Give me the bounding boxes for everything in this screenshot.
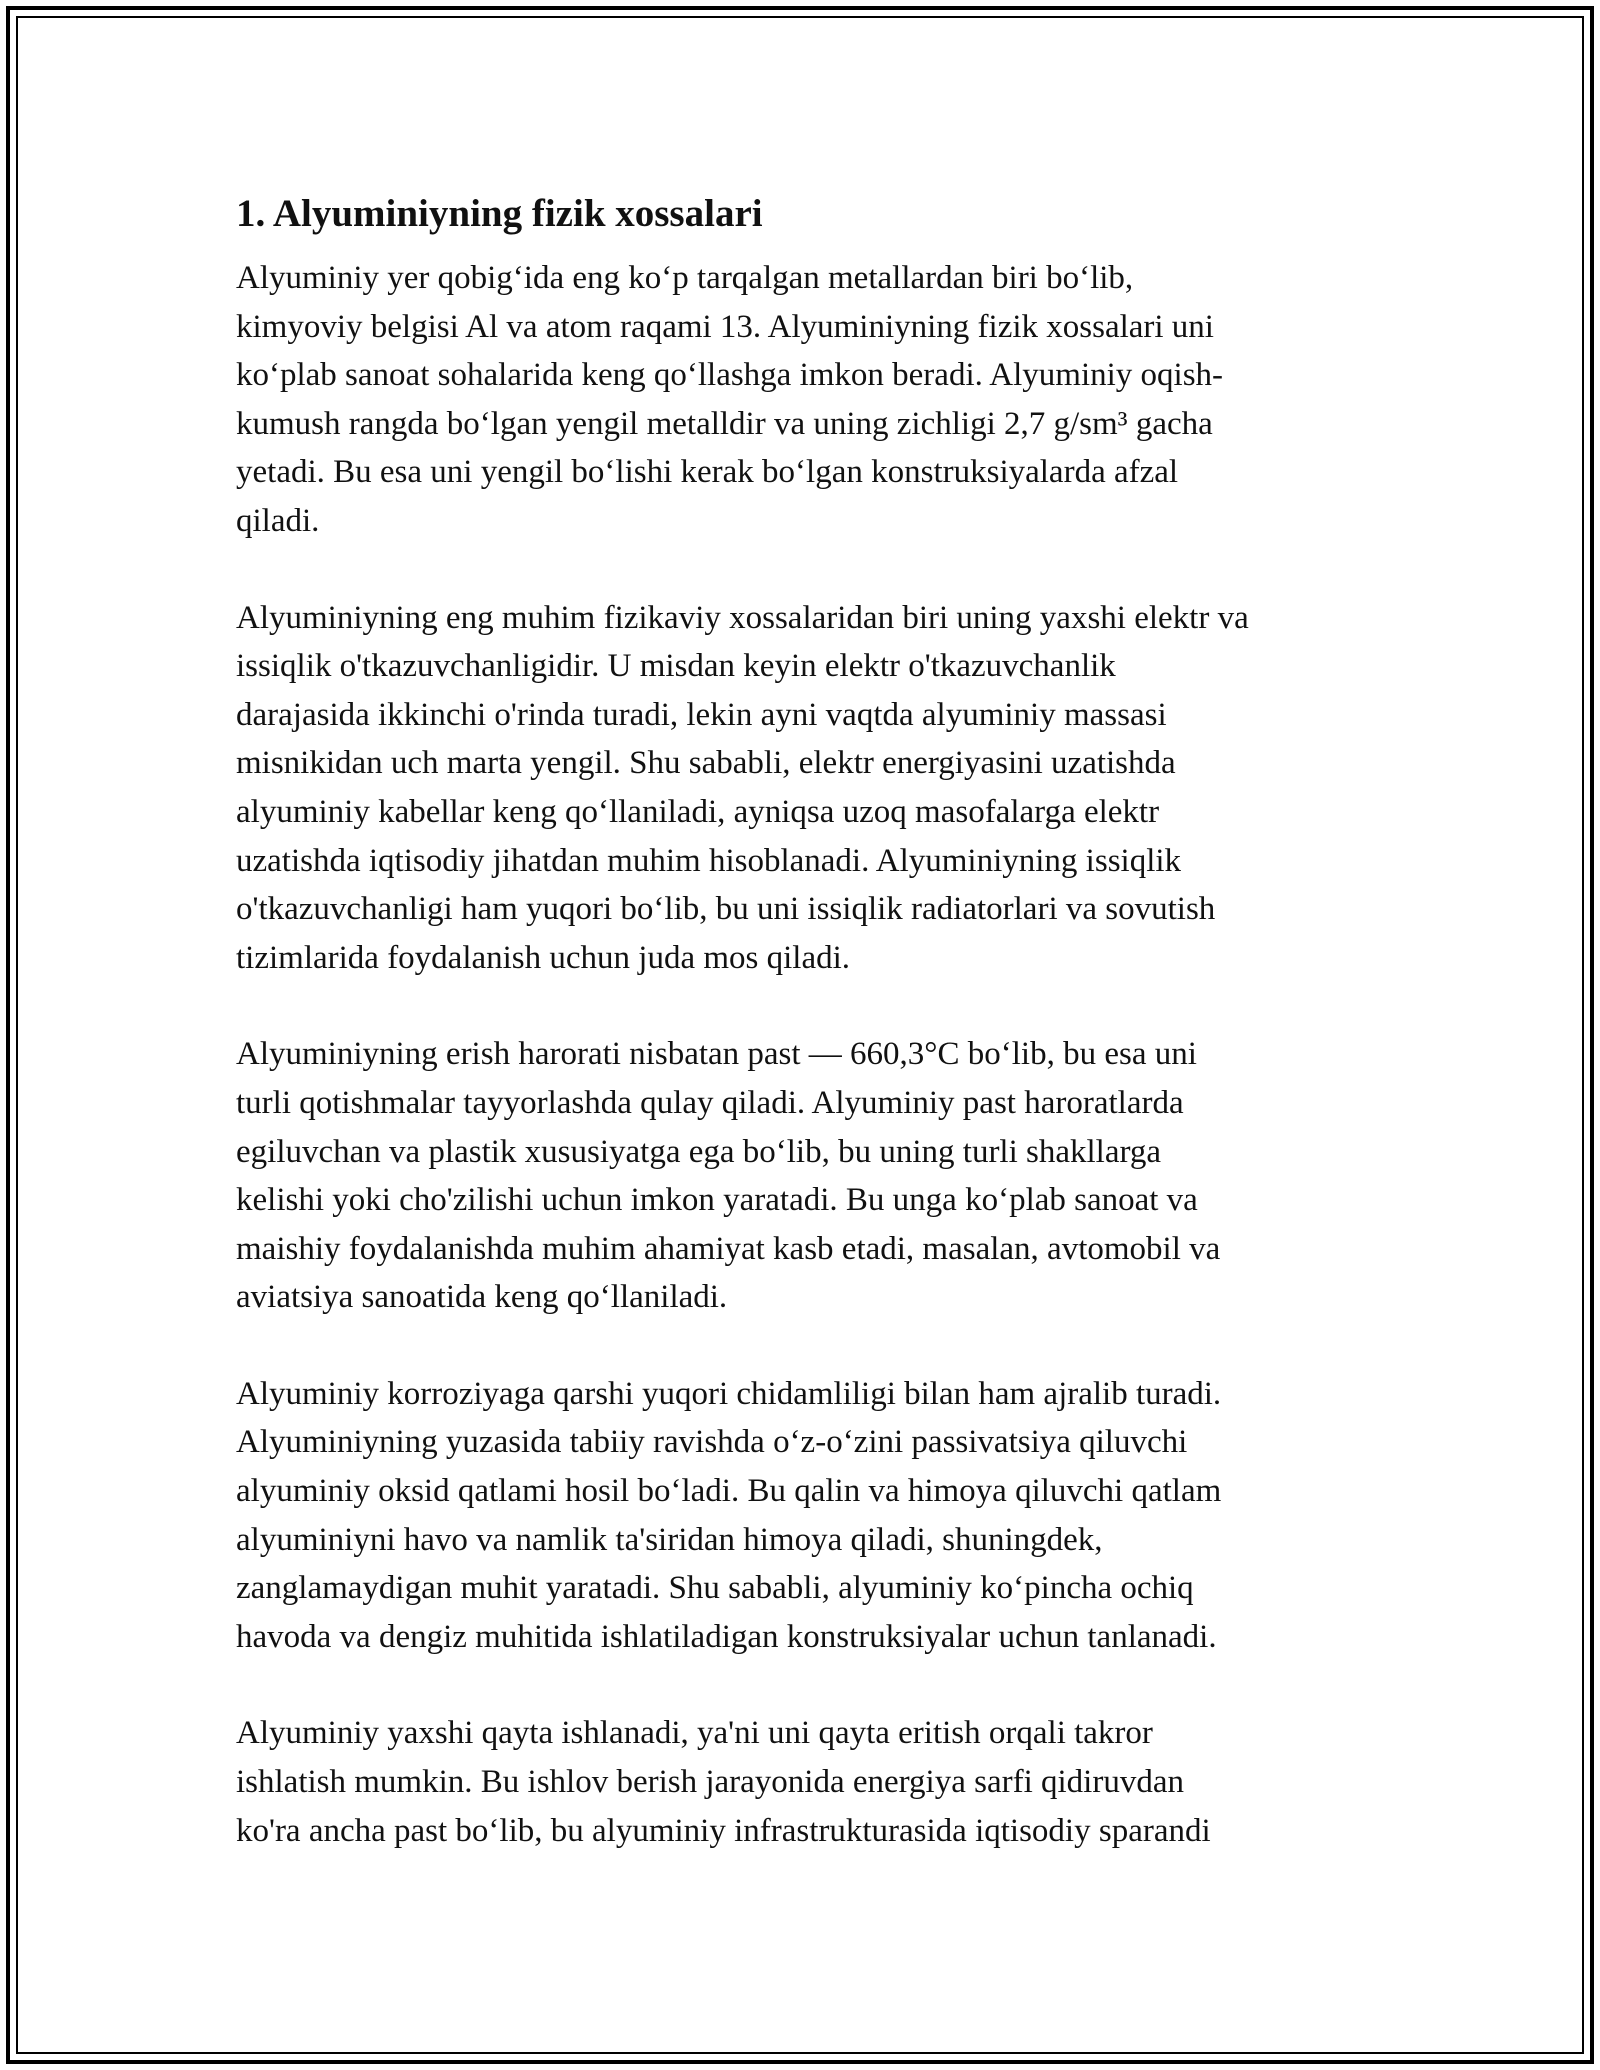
paragraph [236, 1709, 1366, 1855]
paragraph-line: qiladi. [236, 502, 320, 539]
paragraph-line: kumush rangda bo‘lgan yengil metalldir va uning zichligi 2,7 g/sm³ gacha [236, 405, 1213, 442]
paragraph-line: ishlatish mumkin. Bu ishlov berish jarayonida energiya sarfi qidiruvdan [236, 1764, 1184, 1801]
paragraph-line: alyuminiy oksid qatlami hosil bo‘ladi. Bu qalin va himoya qiluvchi qatlam [236, 1473, 1222, 1510]
paragraph-line: egiluvchan va plastik xususiyatga ega bo‘lib, bu uning turli shakllarga [236, 1133, 1162, 1170]
paragraph-line: aviatsiya sanoatida keng qo‘llaniladi. [236, 1279, 728, 1316]
document-body [236, 190, 1366, 1903]
paragraph-list [236, 254, 1366, 1855]
paragraph-line: yetadi. Bu esa uni yengil bo‘lishi kerak bo‘lgan konstruksiyalarda afzal [236, 454, 1179, 491]
paragraph-line: Alyuminiyning eng muhim fizikaviy xossalaridan biri uning yaxshi elektr va [236, 599, 1249, 636]
paragraph-line: turli qotishmalar tayyorlashda qulay qiladi. Alyuminiy past haroratlarda [236, 1084, 1184, 1121]
paragraph-line: misnikidan uch marta yengil. Shu sababli, elektr energiyasini uzatishda [236, 745, 1176, 782]
paragraph-line: Alyuminiy yaxshi qayta ishlanadi, ya'ni uni qayta eritish orqali takror [236, 1715, 1153, 1752]
paragraph-line: havoda va dengiz muhitida ishlatiladigan konstruksiyalar uchun tanlanadi. [236, 1618, 1217, 1655]
section-title: 1. Alyuminiyning fizik xossalari [236, 192, 763, 235]
paragraph-line: zanglamaydigan muhit yaratadi. Shu sababli, alyuminiy ko‘pincha ochiq [236, 1570, 1194, 1607]
paragraph-line: darajasida ikkinchi o'rinda turadi, lekin ayni vaqtda alyuminiy massasi [236, 696, 1167, 733]
paragraph-line: alyuminiyni havo va namlik ta'siridan himoya qiladi, shuningdek, [236, 1521, 1103, 1558]
paragraph [236, 594, 1366, 983]
paragraph-line: tizimlarida foydalanish uchun juda mos qiladi. [236, 939, 851, 976]
paragraph-line: Alyuminiyning yuzasida tabiiy ravishda o‘z-o‘zini passivatsiya qiluvchi [236, 1424, 1188, 1461]
paragraph [236, 1030, 1366, 1322]
paragraph-line: ko'ra ancha past bo‘lib, bu alyuminiy infrastrukturasida iqtisodiy sparandi [236, 1812, 1211, 1849]
paragraph [236, 254, 1366, 546]
paragraph-line: alyuminiy kabellar keng qo‘llaniladi, ayniqsa uzoq masofalarga elektr [236, 793, 1160, 830]
paragraph-line: issiqlik o'tkazuvchanligidir. U misdan keyin elektr o'tkazuvchanlik [236, 648, 1116, 685]
paragraph-line: o'tkazuvchanligi ham yuqori bo‘lib, bu uni issiqlik radiatorlari va sovutish [236, 891, 1216, 928]
paragraph-line: kimyoviy belgisi Al va atom raqami 13. Alyuminiyning fizik xossalari uni [236, 308, 1214, 345]
paragraph-line: Alyuminiyning erish harorati nisbatan past — 660,3°C bo‘lib, bu esa uni [236, 1036, 1197, 1073]
paragraph-line: uzatishda iqtisodiy jihatdan muhim hisoblanadi. Alyuminiyning issiqlik [236, 842, 1182, 879]
paragraph-line: maishiy foydalanishda muhim ahamiyat kasb etadi, masalan, avtomobil va [236, 1230, 1221, 1267]
paragraph-line: Alyuminiy korroziyaga qarshi yuqori chidamliligi bilan ham ajralib turadi. [236, 1375, 1222, 1412]
paragraph [236, 1370, 1366, 1662]
paragraph-line: ko‘plab sanoat sohalarida keng qo‘llashga imkon beradi. Alyuminiy oqish- [236, 357, 1224, 394]
paragraph-line: Alyuminiy yer qobig‘ida eng ko‘p tarqalgan metallardan biri bo‘lib, [236, 260, 1134, 296]
paragraph-line: kelishi yoki cho'zilishi uchun imkon yaratadi. Bu unga ko‘plab sanoat va [236, 1182, 1198, 1219]
